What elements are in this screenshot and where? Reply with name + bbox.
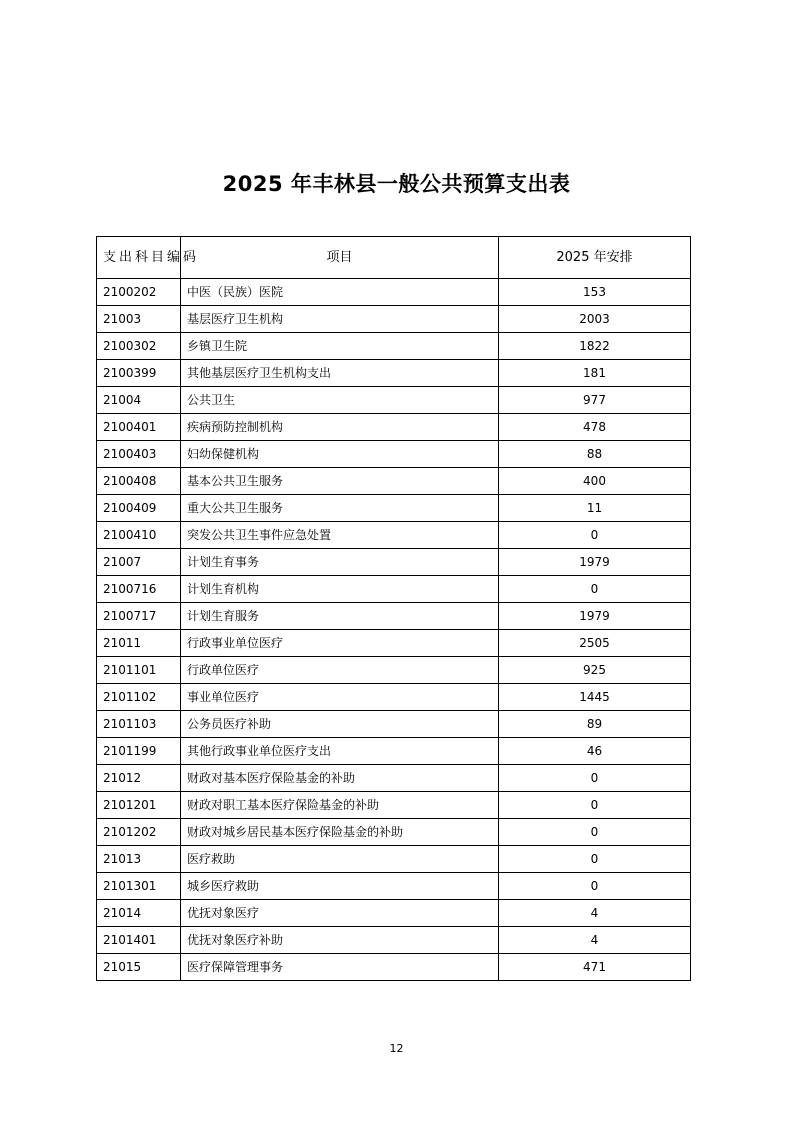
amount-cell: 471 — [499, 954, 691, 981]
item-cell: 乡镇卫生院 — [181, 333, 499, 360]
amount-cell: 1979 — [499, 603, 691, 630]
code-cell: 2100401 — [97, 414, 181, 441]
amount-cell: 46 — [499, 738, 691, 765]
amount-cell: 88 — [499, 441, 691, 468]
code-cell: 2101401 — [97, 927, 181, 954]
table-row — [97, 873, 691, 900]
item-cell: 优抚对象医疗 — [181, 900, 499, 927]
amount-cell: 977 — [499, 387, 691, 414]
table-row — [97, 819, 691, 846]
amount-cell: 2003 — [499, 306, 691, 333]
code-cell: 2101101 — [97, 657, 181, 684]
code-cell: 2100399 — [97, 360, 181, 387]
code-cell: 21012 — [97, 765, 181, 792]
code-cell: 21007 — [97, 549, 181, 576]
item-cell: 突发公共卫生事件应急处置 — [181, 522, 499, 549]
item-cell: 医疗救助 — [181, 846, 499, 873]
table-row — [97, 495, 691, 522]
item-cell: 其他行政事业单位医疗支出 — [181, 738, 499, 765]
item-cell: 基层医疗卫生机构 — [181, 306, 499, 333]
amount-cell: 4 — [499, 900, 691, 927]
table-row — [97, 306, 691, 333]
item-cell: 疾病预防控制机构 — [181, 414, 499, 441]
item-cell: 事业单位医疗 — [181, 684, 499, 711]
amount-cell: 925 — [499, 657, 691, 684]
code-cell: 2101103 — [97, 711, 181, 738]
item-cell: 中医（民族）医院 — [181, 279, 499, 306]
amount-cell: 0 — [499, 576, 691, 603]
table-header-row — [97, 237, 691, 279]
page-title: 2025 年丰林县一般公共预算支出表 — [222, 172, 571, 196]
item-cell: 优抚对象医疗补助 — [181, 927, 499, 954]
table-row — [97, 657, 691, 684]
item-cell: 基本公共卫生服务 — [181, 468, 499, 495]
amount-cell: 0 — [499, 846, 691, 873]
amount-cell: 153 — [499, 279, 691, 306]
table-row — [97, 711, 691, 738]
amount-cell: 11 — [499, 495, 691, 522]
item-cell: 行政单位医疗 — [181, 657, 499, 684]
amount-cell: 2505 — [499, 630, 691, 657]
code-cell: 21003 — [97, 306, 181, 333]
item-cell: 计划生育服务 — [181, 603, 499, 630]
amount-cell: 4 — [499, 927, 691, 954]
item-cell: 妇幼保健机构 — [181, 441, 499, 468]
table-row — [97, 738, 691, 765]
table-row — [97, 387, 691, 414]
item-cell: 公务员医疗补助 — [181, 711, 499, 738]
amount-cell: 478 — [499, 414, 691, 441]
amount-cell: 0 — [499, 765, 691, 792]
code-cell: 2100202 — [97, 279, 181, 306]
code-cell: 21004 — [97, 387, 181, 414]
table-row — [97, 549, 691, 576]
header-amount: 2025 年安排 — [499, 237, 691, 279]
table-row — [97, 900, 691, 927]
table-row — [97, 765, 691, 792]
item-cell: 医疗保障管理事务 — [181, 954, 499, 981]
item-cell: 重大公共卫生服务 — [181, 495, 499, 522]
code-cell: 2101201 — [97, 792, 181, 819]
table-row — [97, 576, 691, 603]
code-cell: 2100717 — [97, 603, 181, 630]
code-cell: 2100403 — [97, 441, 181, 468]
table-row — [97, 333, 691, 360]
item-cell: 财政对职工基本医疗保险基金的补助 — [181, 792, 499, 819]
table-row — [97, 846, 691, 873]
page-number: 12 — [389, 1042, 404, 1055]
item-cell: 计划生育事务 — [181, 549, 499, 576]
amount-cell: 181 — [499, 360, 691, 387]
item-cell: 财政对基本医疗保险基金的补助 — [181, 765, 499, 792]
code-cell: 2100410 — [97, 522, 181, 549]
table-row — [97, 522, 691, 549]
header-code: 支出科目编码 — [97, 237, 181, 279]
code-cell: 21015 — [97, 954, 181, 981]
item-cell: 公共卫生 — [181, 387, 499, 414]
table-row — [97, 441, 691, 468]
table-body — [97, 279, 691, 981]
item-cell: 行政事业单位医疗 — [181, 630, 499, 657]
code-cell: 2100302 — [97, 333, 181, 360]
table-row — [97, 414, 691, 441]
table-row — [97, 954, 691, 981]
table-row — [97, 468, 691, 495]
amount-cell: 1445 — [499, 684, 691, 711]
table-row — [97, 927, 691, 954]
code-cell: 2100716 — [97, 576, 181, 603]
code-cell: 2101199 — [97, 738, 181, 765]
amount-cell: 0 — [499, 819, 691, 846]
code-cell: 2101301 — [97, 873, 181, 900]
item-cell: 财政对城乡居民基本医疗保险基金的补助 — [181, 819, 499, 846]
item-cell: 计划生育机构 — [181, 576, 499, 603]
header-item: 项目 — [181, 237, 499, 279]
table-row — [97, 360, 691, 387]
table-row — [97, 792, 691, 819]
amount-cell: 0 — [499, 873, 691, 900]
table-row — [97, 684, 691, 711]
item-cell: 城乡医疗救助 — [181, 873, 499, 900]
amount-cell: 0 — [499, 792, 691, 819]
code-cell: 21014 — [97, 900, 181, 927]
item-cell: 其他基层医疗卫生机构支出 — [181, 360, 499, 387]
code-cell: 2101102 — [97, 684, 181, 711]
amount-cell: 1822 — [499, 333, 691, 360]
amount-cell: 0 — [499, 522, 691, 549]
table-row — [97, 279, 691, 306]
table-row — [97, 603, 691, 630]
code-cell: 21013 — [97, 846, 181, 873]
amount-cell: 89 — [499, 711, 691, 738]
budget-table — [96, 236, 691, 981]
code-cell: 21011 — [97, 630, 181, 657]
code-cell: 2101202 — [97, 819, 181, 846]
table-row — [97, 630, 691, 657]
amount-cell: 400 — [499, 468, 691, 495]
code-cell: 2100408 — [97, 468, 181, 495]
amount-cell: 1979 — [499, 549, 691, 576]
code-cell: 2100409 — [97, 495, 181, 522]
